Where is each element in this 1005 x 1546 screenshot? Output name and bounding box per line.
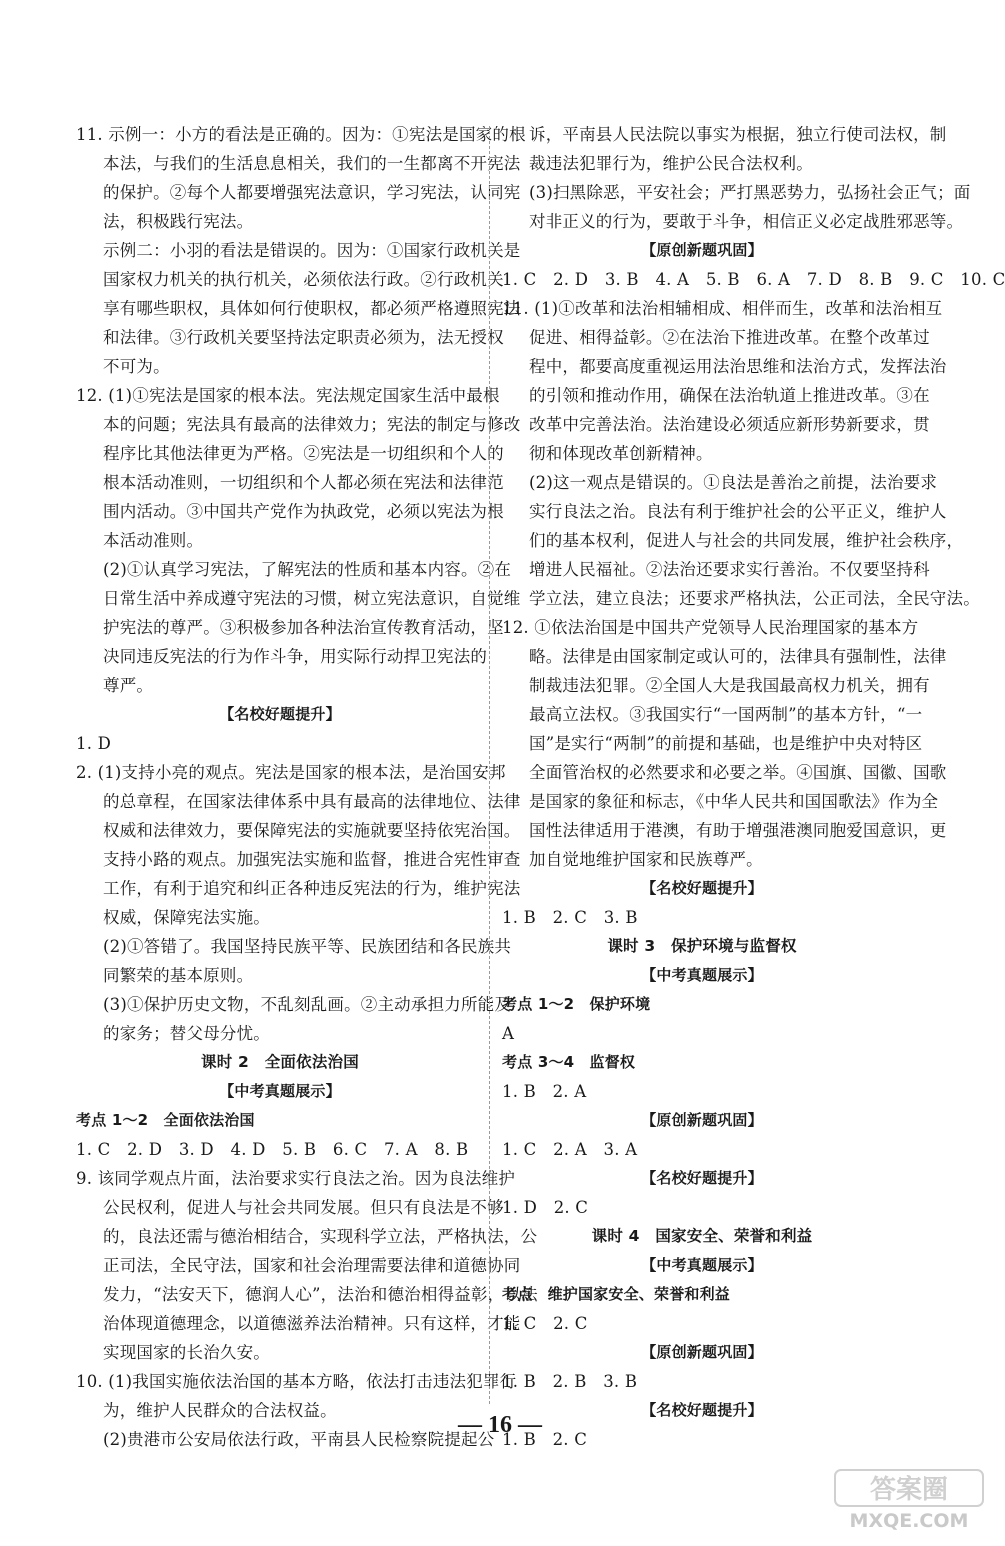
answer-line: 1. C 2. D 3. D 4. D 5. B 6. C 7. A 8. B [76, 1140, 469, 1159]
answer-line: 9. 该同学观点片面，法治要求实行良法之治。因为良法维护 [76, 1169, 516, 1188]
answer-line: A [502, 1024, 515, 1043]
answer-line: 程序比其他法律更为严格。②宪法是一切组织和个人的 [103, 444, 504, 463]
answer-line: 彻和体现改革创新精神。 [529, 444, 713, 463]
answer-line: 实现国家的长治久安。 [103, 1343, 270, 1362]
watermark-url: MXQE.COM [849, 1510, 969, 1532]
answer-line: (2)①认真学习宪法，了解宪法的性质和基本内容。②在 [103, 560, 512, 579]
answer-line: 发力，“法安天下，德润人心”，法治和德治相得益彰，以法 [103, 1285, 538, 1304]
answer-line: 12. ①依法治国是中国共产党领导人民治理国家的基本方 [502, 618, 919, 637]
section-heading: 【原创新题巩固】 [641, 1343, 763, 1361]
answer-line: 的家务；替父母分忧。 [103, 1024, 270, 1043]
page-number: — 16 — [458, 1412, 542, 1438]
answer-line: (3)①保护历史文物，不乱刻乱画。②主动承担力所能及 [103, 995, 512, 1014]
topic-label: 考点 1～2 保护环境 [502, 995, 651, 1013]
svg-text:答案圈: 答案圈 [869, 1475, 949, 1505]
answer-line: (2)这一观点是错误的。①良法是善治之前提，法治要求 [529, 473, 938, 492]
answer-line: 公民权利，促进人与社会共同发展。但只有良法是不够 [103, 1198, 504, 1217]
answer-line: 治体现道德理念，以道德滋养法治精神。只有这样，才能 [103, 1314, 521, 1333]
answer-line: 权威和法律效力，要保障宪法的实施就要坚持依宪治国。 [103, 821, 521, 840]
section-heading: 【原创新题巩固】 [641, 1111, 763, 1129]
answer-line: 1. B 2. B 3. B [502, 1372, 638, 1391]
answer-line: 1. B 2. A [502, 1082, 587, 1101]
section-heading: 【名校好题提升】 [641, 1401, 763, 1419]
topic-label: 考点 维护国家安全、荣誉和利益 [502, 1285, 731, 1303]
answer-line: 和法律。③行政机关要坚持法定职责必须为，法无授权 [103, 328, 504, 347]
answer-line: 改革中完善法治。法治建设必须适应新形势新要求，贯 [529, 415, 930, 434]
answer-line: 示例二：小羽的看法是错误的。因为：①国家行政机关是 [103, 241, 521, 260]
answer-line: 围内活动。③中国共产党作为执政党，必须以宪法为根 [103, 502, 504, 521]
answer-line: 国”是实行“两制”的前提和基础，也是维护中央对特区 [529, 734, 923, 753]
answer-line: 增进人民福祉。②法治还要求实行善治。不仅要坚持科 [529, 560, 930, 579]
answer-line: (2)贵港市公安局依法行政，平南县人民检察院提起公 [103, 1430, 495, 1449]
answer-line: 是国家的象征和标志，《中华人民共和国国歌法》作为全 [529, 792, 939, 811]
watermark [833, 1466, 985, 1536]
section-heading: 【名校好题提升】 [641, 879, 763, 897]
section-heading: 【中考真题展示】 [641, 966, 763, 984]
answer-line: 11. (1)①改革和法治相辅相成、相伴而生，改革和法治相互 [502, 299, 943, 318]
answer-line: 1. B 2. C [502, 1430, 588, 1449]
answer-line: 制裁违法犯罪。②全国人大是我国最高权力机关，拥有 [529, 676, 930, 695]
right-column [502, 120, 1005, 1454]
answer-line: 促进、相得益彰。②在法治下推进改革。在整个改革过 [529, 328, 930, 347]
answer-line: 国家权力机关的执行机关，必须依法行政。②行政机关 [103, 270, 504, 289]
answer-line: 对非正义的行为，要敢于斗争，相信正义必定战胜邪恶等。 [529, 212, 964, 231]
answer-line: 本活动准则。 [103, 531, 204, 550]
answer-line: 工作，有利于追究和纠正各种违反宪法的行为，维护宪法 [103, 879, 521, 898]
answer-line: 12. (1)①宪法是国家的根本法。宪法规定国家生活中最根 [76, 386, 500, 405]
answer-line: 同繁荣的基本原则。 [103, 966, 254, 985]
answer-line: 不可为。 [103, 357, 170, 376]
section-heading: 【名校好题提升】 [219, 705, 341, 723]
answer-line: 本的问题；宪法具有最高的法律效力；宪法的制定与修改 [103, 415, 521, 434]
answer-line: 实行良法之治。良法有利于维护社会的公平正义，维护人 [529, 502, 947, 521]
answer-line: 10. (1)我国实施依法治国的基本方略，依法打击违法犯罪行 [76, 1372, 517, 1391]
answer-line: 护宪法的尊严。③积极参加各种法治宣传教育活动，坚 [103, 618, 504, 637]
answer-line: 法，积极践行宪法。 [103, 212, 254, 231]
topic-label: 考点 3～4 监督权 [502, 1053, 636, 1071]
answer-line: 程中，都要高度重视运用法治思维和法治方式，发挥法治 [529, 357, 947, 376]
topic-label: 考点 1～2 全面依法治国 [76, 1111, 255, 1129]
answer-line: 正司法，全民守法，国家和社会治理需要法律和道德协同 [103, 1256, 521, 1275]
answer-line: 1. B 2. C 3. B [502, 908, 638, 927]
section-heading: 【中考真题展示】 [641, 1256, 763, 1274]
answer-line: 诉，平南县人民法院以事实为根据，独立行使司法权，制 [529, 125, 947, 144]
answer-line: 的保护。②每个人都要增强宪法意识，学习宪法，认同宪 [103, 183, 521, 202]
answer-line: 尊严。 [103, 676, 154, 695]
answer-line: 1. C 2. D 3. B 4. A 5. B 6. A 7. D 8. B 9. C 10. C [502, 270, 1005, 289]
lesson-title: 课时 2 全面依法治国 [201, 1053, 359, 1071]
answer-line: 的总章程，在国家法律体系中具有最高的法律地位、法律 [103, 792, 521, 811]
answer-line: 学立法，建立良法；还要求严格执法，公正司法，全民守法。 [529, 589, 980, 608]
section-heading: 【中考真题展示】 [219, 1082, 341, 1100]
lesson-title: 课时 4 国家安全、荣誉和利益 [591, 1227, 813, 1245]
answer-line: 全面管治权的必然要求和必要之举。④国旗、国徽、国歌 [529, 763, 947, 782]
answer-line: 支持小路的观点。加强宪法实施和监督，推进合宪性审查 [103, 850, 521, 869]
answer-line: (3)扫黑除恶，平安社会；严打黑恶势力，弘扬社会正气；面 [529, 183, 971, 202]
answer-line: 1. D [76, 734, 112, 753]
answer-line: 本法，与我们的生活息息相关，我们的一生都离不开宪法 [103, 154, 521, 173]
watermark-logo-icon [833, 1466, 985, 1510]
section-heading: 【原创新题巩固】 [641, 241, 763, 259]
answer-line: 们的基本权利，促进人与社会的共同发展，维护社会秩序， [529, 531, 964, 550]
answer-line: 国性法律适用于港澳，有助于增强港澳同胞爱国意识，更 [529, 821, 947, 840]
answer-line: 1. C 2. A 3. A [502, 1140, 638, 1159]
answer-line: 加自觉地维护国家和民族尊严。 [529, 850, 763, 869]
answer-line: 的引领和推动作用，确保在法治轨道上推进改革。③在 [529, 386, 930, 405]
section-heading: 【名校好题提升】 [641, 1169, 763, 1187]
column-divider [489, 126, 490, 1404]
lesson-title: 课时 3 保护环境与监督权 [607, 937, 797, 955]
answer-line: 略。法律是由国家制定或认可的，法律具有强制性，法律 [529, 647, 947, 666]
answer-line: (2)①答错了。我国坚持民族平等、民族团结和各民族共 [103, 937, 512, 956]
answer-line: 1. D 2. C [502, 1198, 589, 1217]
answer-line: 日常生活中养成遵守宪法的习惯，树立宪法意识，自觉维 [103, 589, 521, 608]
answer-line: 为，维护人民群众的合法权益。 [103, 1401, 337, 1420]
answer-line: 裁违法犯罪行为，维护公民合法权利。 [529, 154, 813, 173]
answer-line: 权威，保障宪法实施。 [103, 908, 270, 927]
answer-line: 的，良法还需与德治相结合，实现科学立法，严格执法，公 [103, 1227, 538, 1246]
answer-line: 1. C 2. C [502, 1314, 588, 1333]
answer-line: 决同违反宪法的行为作斗争，用实际行动捍卫宪法的 [103, 647, 488, 666]
answer-line: 享有哪些职权，具体如何行使职权，都必须严格遵照宪法 [103, 299, 521, 318]
answer-line: 最高立法权。③我国实行“一国两制”的基本方针，“一 [529, 705, 923, 724]
answer-line: 根本活动准则，一切组织和个人都必须在宪法和法律范 [103, 473, 504, 492]
answer-line: 2. (1)支持小亮的观点。宪法是国家的根本法，是治国安邦 [76, 763, 506, 782]
answer-line: 11. 示例一：小方的看法是正确的。因为：①宪法是国家的根 [76, 125, 526, 144]
